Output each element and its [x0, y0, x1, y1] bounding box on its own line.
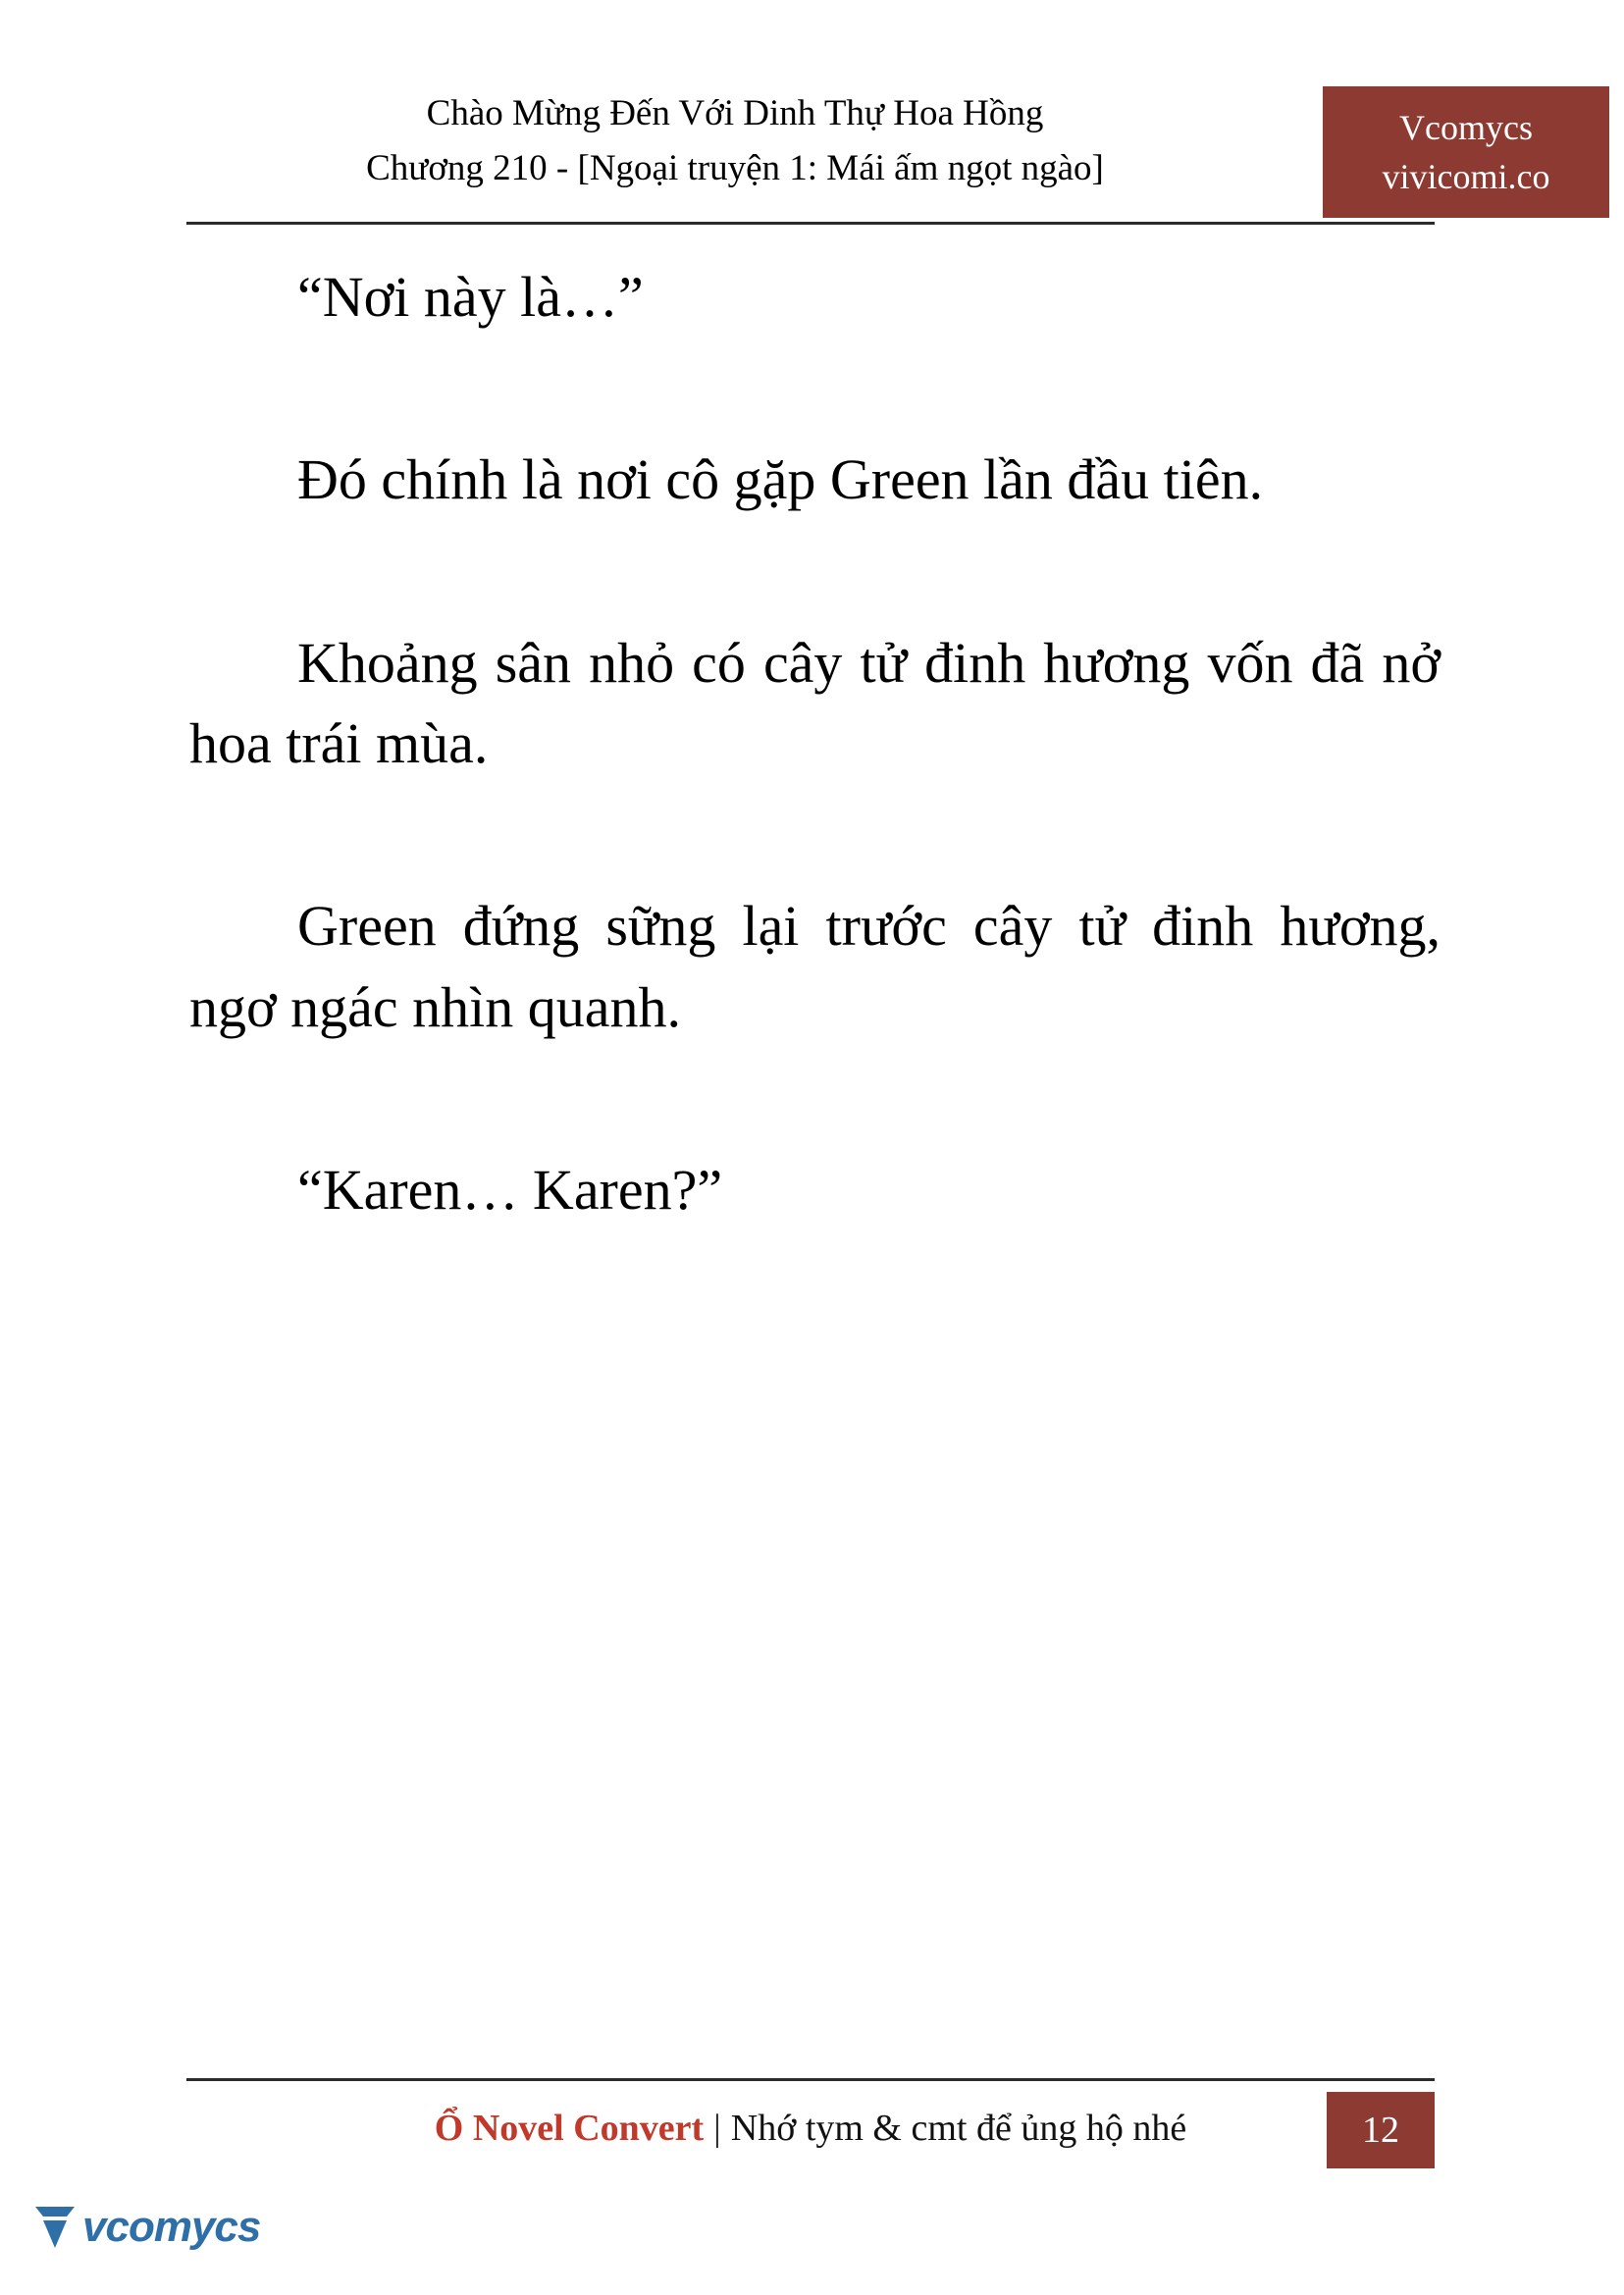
- watermark-logo: [33, 2192, 259, 2263]
- header-title-block: [186, 86, 1283, 196]
- site-badge-url: vivicomi.co: [1382, 157, 1550, 196]
- site-badge-name: Vcomycs: [1399, 108, 1533, 147]
- paragraph: Khoảng sân nhỏ có cây tử đinh hương vốn đã nở hoa trái mùa.: [189, 630, 1441, 776]
- footer-separator: |: [713, 2107, 721, 2149]
- page-number-badge: 12: [1327, 2092, 1435, 2168]
- paragraph: Đó chính là nơi cô gặp Green lần đầu tiên.: [297, 447, 1264, 512]
- chapter-body: [189, 257, 1441, 1231]
- book-title: Chào Mừng Đến Với Dinh Thự Hoa Hồng: [426, 93, 1044, 133]
- chapter-title: Chương 210 - [Ngoại truyện 1: Mái ấm ngọt ngào]: [366, 148, 1104, 188]
- page-footer: [186, 2078, 1435, 2186]
- watermark-text: vcomycs: [82, 2203, 261, 2251]
- paragraph: “Karen… Karen?”: [297, 1158, 723, 1223]
- site-badge: [1323, 86, 1609, 218]
- footer-note: Nhớ tym & cmt để ủng hộ nhé: [730, 2107, 1187, 2149]
- footer-credit: [186, 2081, 1435, 2174]
- footer-brand: Ổ Novel Convert: [434, 2107, 705, 2149]
- paragraph: Green đứng sững lại trước cây tử đinh hương, ngơ ngác nhìn quanh.: [189, 894, 1441, 1039]
- paragraph: “Nơi này là…”: [297, 265, 644, 329]
- vcomycs-logo-icon: [33, 2203, 77, 2252]
- header-divider: [186, 222, 1435, 225]
- page-header: [186, 86, 1550, 224]
